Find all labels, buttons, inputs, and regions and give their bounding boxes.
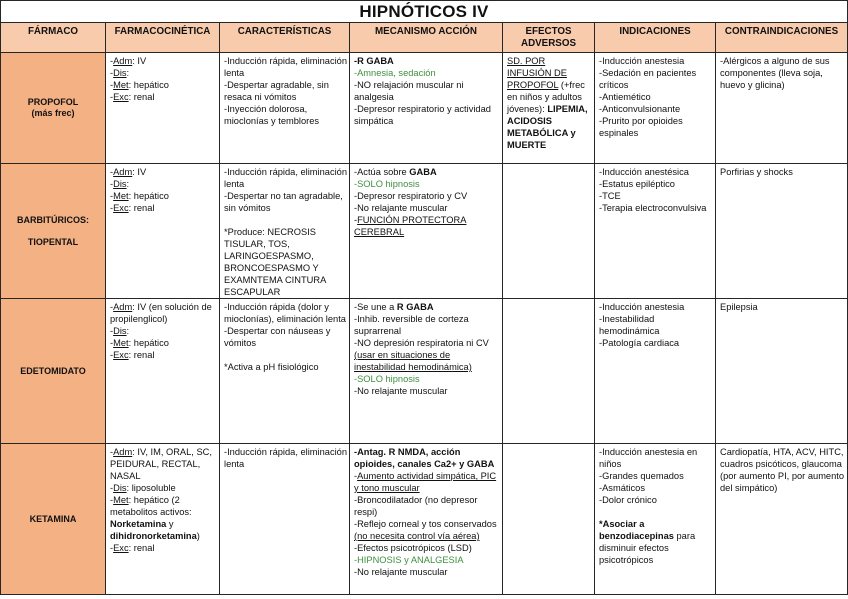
cell-text: -No relajante muscular xyxy=(354,386,448,396)
cell-text: -NO relajación muscular ni analgesia xyxy=(354,80,464,102)
cell-text: Dis xyxy=(113,326,127,336)
cell-text: : IV xyxy=(132,167,147,177)
header-farmacocinetica: FARMACOCINÉTICA xyxy=(106,23,220,53)
cell-line xyxy=(599,190,713,202)
contraindicaciones-cell xyxy=(716,444,848,595)
cell-line xyxy=(599,115,713,139)
cell-line xyxy=(110,190,217,202)
cell-text: -Depresor respiratorio y CV xyxy=(354,191,468,201)
cell-text: (usar en situaciones de inestabilidad hemodinámica) xyxy=(354,350,472,372)
cell-text: Adm xyxy=(113,447,133,457)
cell-line xyxy=(720,166,845,178)
cell-text: -Inducción rápida (dolor y mioclonías), eliminación lenta xyxy=(224,302,346,324)
contraindicaciones-cell xyxy=(716,53,848,164)
cell-text: SD. POR INFUSIÓN DE PROPOFOL xyxy=(507,56,567,90)
cell-line xyxy=(110,337,217,349)
cell-text: -SOLO hipnosis xyxy=(354,374,420,384)
cell-line xyxy=(354,373,500,385)
cell-text: - xyxy=(110,302,114,312)
cell-text: Adm xyxy=(113,56,133,66)
cell-line xyxy=(354,214,500,238)
cell-line xyxy=(110,67,217,79)
cell-text: -Se une a xyxy=(354,302,397,312)
cell-text: Adm xyxy=(113,302,133,312)
cell-text: Exc xyxy=(113,543,129,553)
mecanismo-accion-cell xyxy=(350,444,503,595)
cell-text: Aumento actividad simpática, PIC y tono muscular xyxy=(354,471,497,493)
drug-name-cell xyxy=(1,444,106,595)
mecanismo-accion-cell xyxy=(350,164,503,299)
cell-line xyxy=(354,55,500,67)
cell-text: -R GABA xyxy=(354,56,394,66)
cell-line xyxy=(224,55,347,79)
cell-text: - xyxy=(110,80,114,90)
cell-line xyxy=(507,55,592,151)
cell-text: : IV (en solución de propilenglicol) xyxy=(110,302,212,324)
cell-text: y xyxy=(166,519,174,529)
cell-line xyxy=(354,566,500,578)
contraindicaciones-cell xyxy=(716,299,848,444)
cell-line xyxy=(224,214,347,226)
cell-text: Met xyxy=(113,338,129,348)
cell-text: - xyxy=(110,495,114,505)
efectos-adversos-cell xyxy=(503,53,595,164)
cell-line xyxy=(354,67,500,79)
cell-text: -Terapia electroconvulsiva xyxy=(599,203,707,213)
contraindicaciones-cell xyxy=(716,164,848,299)
efectos-adversos-cell xyxy=(503,164,595,299)
cell-line xyxy=(599,91,713,103)
cell-text: Adm xyxy=(113,167,133,177)
cell-line xyxy=(354,385,500,397)
cell-line xyxy=(110,349,217,361)
cell-line xyxy=(599,301,713,313)
cell-text: : hepático xyxy=(128,80,169,90)
cell-line xyxy=(354,554,500,566)
drug-name-text: PROPOFOL xyxy=(27,97,79,107)
cell-line xyxy=(110,166,217,178)
header-caracteristicas: CARACTERÍSTICAS xyxy=(220,23,350,53)
cell-line xyxy=(354,313,500,337)
cell-text: Exc xyxy=(113,350,129,360)
cell-line xyxy=(110,301,217,325)
indicaciones-cell xyxy=(595,299,716,444)
cell-line xyxy=(354,166,500,178)
cell-text: R GABA xyxy=(396,302,434,312)
cell-text: : xyxy=(126,68,130,78)
cell-line xyxy=(224,349,347,361)
mecanismo-accion-cell xyxy=(350,53,503,164)
cell-text: FUNCIÓN PROTECTORA CEREBRAL xyxy=(354,215,467,237)
cell-text: - xyxy=(110,191,114,201)
cell-line xyxy=(110,446,217,482)
cell-text: - xyxy=(110,543,114,553)
cell-text: Dis xyxy=(113,179,127,189)
drug-name-text: KETAMINA xyxy=(29,513,77,524)
mecanismo-accion-cell xyxy=(350,299,503,444)
cell-text: -No relajante muscular xyxy=(354,203,448,213)
cell-line xyxy=(354,542,500,554)
drug-name-cell xyxy=(1,53,106,164)
farmacocinetica-cell xyxy=(106,299,220,444)
cell-text: GABA xyxy=(409,167,437,177)
cell-line xyxy=(110,91,217,103)
cell-line xyxy=(224,325,347,349)
cell-text: Met xyxy=(113,80,129,90)
cell-text: -Broncodilatador (no depresor respi) xyxy=(354,495,478,517)
cell-text: - xyxy=(110,179,114,189)
cell-text: Norketamina xyxy=(110,519,167,529)
cell-text: -Inducción anestesia en niños xyxy=(599,447,698,469)
cell-text: - xyxy=(110,167,114,177)
cell-line xyxy=(599,494,713,506)
cell-line xyxy=(110,202,217,214)
cell-line xyxy=(354,178,500,190)
cell-text: -Sedación en pacientes críticos xyxy=(599,68,697,90)
cell-text: - xyxy=(354,215,358,225)
cell-text: -Inducción rápida, eliminación lenta xyxy=(224,447,347,469)
drug-name-cell xyxy=(1,164,106,299)
cell-text: : IV, IM, ORAL, SC, PEIDURAL, RECTAL, NASAL xyxy=(110,447,212,481)
cell-text: ) xyxy=(196,531,200,541)
header-indicaciones: INDICACIONES xyxy=(595,23,716,53)
cell-line xyxy=(599,470,713,482)
cell-text: : hepático xyxy=(128,338,169,348)
drug-name-text: TIOPENTAL xyxy=(27,236,79,247)
cell-line xyxy=(354,301,500,313)
cell-text: - xyxy=(110,326,114,336)
efectos-adversos-cell xyxy=(503,299,595,444)
cell-text: -Dolor crónico xyxy=(599,495,657,505)
efectos-adversos-cell xyxy=(503,444,595,595)
cell-text: *Activa a pH fisiológico xyxy=(224,362,319,372)
cell-line xyxy=(720,301,845,313)
cell-text: : hepático (2 metabolitos activos: xyxy=(110,495,192,517)
cell-text: : renal xyxy=(128,203,155,213)
cell-line xyxy=(110,542,217,554)
cell-text: Dis xyxy=(113,483,127,493)
cell-line xyxy=(354,103,500,127)
cell-text: -Inducción anestésica xyxy=(599,167,689,177)
cell-line xyxy=(110,79,217,91)
cell-text: -Amnesia, sedación xyxy=(354,68,436,78)
cell-line xyxy=(224,226,347,298)
cell-text: *Produce: NECROSIS TISULAR, TOS, LARINGOESPASMO, BRONCOESPASMO Y EXAMNTEMA CINTURA ESCAPULAR xyxy=(224,227,326,297)
cell-line xyxy=(599,103,713,115)
drug-name-cell xyxy=(1,299,106,444)
cell-text: : xyxy=(126,179,130,189)
cell-text: - xyxy=(110,483,114,493)
cell-text: : renal xyxy=(128,92,155,102)
cell-line xyxy=(224,190,347,214)
cell-line xyxy=(354,337,500,373)
cell-text: Epilepsia xyxy=(720,302,758,312)
cell-text: -Estatus epiléptico xyxy=(599,179,675,189)
cell-text: -Patología cardiaca xyxy=(599,338,680,348)
cell-text: : IV xyxy=(132,56,147,66)
cell-text: Dis xyxy=(113,68,127,78)
cell-text: -Reflejo corneal y tos conservados xyxy=(354,519,497,529)
indicaciones-cell xyxy=(595,53,716,164)
cell-text: dihidronorketamina xyxy=(110,531,197,541)
drug-name-text: EDETOMIDATO xyxy=(20,365,86,376)
cell-text: -SOLO hipnosis xyxy=(354,179,420,189)
caracteristicas-cell xyxy=(220,299,350,444)
header-contraindicaciones: CONTRAINDICACIONES xyxy=(716,23,848,53)
cell-text: Porfirias y shocks xyxy=(720,167,793,177)
cell-text: para disminuir efectos psicotrópicos xyxy=(599,531,696,565)
cell-line xyxy=(599,313,713,337)
drug-table xyxy=(0,22,848,595)
caracteristicas-cell xyxy=(220,53,350,164)
cell-line xyxy=(354,494,500,518)
cell-line xyxy=(354,470,500,494)
cell-text: Cardiopatía, HTA, ACV, HITC, cuadros psicóticos, glaucoma (por aumento PI, por aumento del simpático) xyxy=(720,447,845,493)
cell-text: - xyxy=(110,350,114,360)
cell-line xyxy=(354,518,500,542)
cell-line xyxy=(110,178,217,190)
cell-text: -Asmáticos xyxy=(599,483,645,493)
drug-name-text: (más frec) xyxy=(31,108,75,118)
cell-text: : liposoluble xyxy=(126,483,176,493)
cell-line xyxy=(354,446,500,470)
cell-line xyxy=(354,190,500,202)
header-mecanismo-accion: MECANISMO ACCIÓN xyxy=(350,23,503,53)
cell-text: Met xyxy=(113,191,129,201)
cell-text: (no necesita control vía aérea) xyxy=(354,531,480,541)
cell-text: -Inhib. reversible de corteza suprarrenal xyxy=(354,314,469,336)
page-title: HIPNÓTICOS IV xyxy=(0,0,848,22)
cell-text: -Prurito por opioides espinales xyxy=(599,116,683,138)
cell-text: -TCE xyxy=(599,191,621,201)
cell-line xyxy=(224,166,347,190)
cell-line xyxy=(224,361,347,373)
cell-text: : renal xyxy=(128,543,155,553)
cell-line xyxy=(599,506,713,518)
cell-text: - xyxy=(110,92,114,102)
cell-line xyxy=(599,67,713,91)
cell-text: - xyxy=(110,447,114,457)
cell-text: - xyxy=(110,203,114,213)
cell-line xyxy=(110,55,217,67)
drug-name-text: BARBITÚRICOS: xyxy=(17,214,89,225)
cell-text: -Antiemético xyxy=(599,92,651,102)
cell-text: -Despertar con náuseas y vómitos xyxy=(224,326,331,348)
cell-text: LIPEMIA, ACIDOSIS METABÓLICA y MUERTE xyxy=(507,104,588,150)
cell-text: -Inestabilidad hemodinámica xyxy=(599,314,660,336)
cell-text: *Asociar a benzodiacepinas xyxy=(599,519,674,541)
cell-text: -Anticonvulsionante xyxy=(599,104,681,114)
indicaciones-cell xyxy=(595,444,716,595)
cell-text: Met xyxy=(113,495,129,505)
cell-text: : renal xyxy=(128,350,155,360)
cell-text: - xyxy=(110,338,114,348)
cell-line xyxy=(599,178,713,190)
cell-line xyxy=(599,337,713,349)
cell-text: -No relajante muscular xyxy=(354,567,448,577)
cell-text: -Inducción rápida, eliminación lenta xyxy=(224,56,347,78)
cell-line xyxy=(720,55,845,91)
cell-text: -Inducción rápida, eliminación lenta xyxy=(224,167,347,189)
cell-line xyxy=(354,79,500,103)
cell-line xyxy=(599,518,713,566)
farmacocinetica-cell xyxy=(106,53,220,164)
cell-text: -Despertar agradable, sin resaca ni vómitos xyxy=(224,80,329,102)
farmacocinetica-cell xyxy=(106,164,220,299)
cell-text: - xyxy=(354,471,358,481)
caracteristicas-cell xyxy=(220,164,350,299)
cell-text: -Alérgicos a alguno de sus componentes (lleva soja, huevo y glicina) xyxy=(720,56,830,90)
cell-text: Exc xyxy=(113,92,129,102)
cell-text: - xyxy=(110,56,114,66)
cell-line xyxy=(224,446,347,470)
farmacocinetica-cell xyxy=(106,444,220,595)
header-efectos-adversos: EFECTOS ADVERSOS xyxy=(503,23,595,53)
cell-text: (+frec en niños y adultos jóvenes): xyxy=(507,80,585,114)
header-farmaco: FÁRMACO xyxy=(1,23,106,53)
cell-text: : hepático xyxy=(128,191,169,201)
cell-line xyxy=(110,325,217,337)
cell-text: - xyxy=(110,68,114,78)
cell-text: -NO depresión respiratoria ni CV xyxy=(354,338,489,348)
cell-line xyxy=(110,482,217,494)
indicaciones-cell xyxy=(595,164,716,299)
cell-text: -Depresor respiratorio y actividad simpática xyxy=(354,104,491,126)
cell-line xyxy=(599,446,713,470)
cell-text: -Inyección dolorosa, mioclonías y temblores xyxy=(224,104,320,126)
cell-text: -Actúa sobre xyxy=(354,167,410,177)
cell-text: -Grandes quemados xyxy=(599,471,684,481)
cell-line xyxy=(224,79,347,103)
cell-line xyxy=(720,446,845,494)
cell-text: -Antag. R NMDA, acción opioides, canales Ca2+ y GABA xyxy=(354,447,495,469)
cell-line xyxy=(110,494,217,542)
cell-line xyxy=(599,482,713,494)
cell-line xyxy=(599,166,713,178)
cell-text: -Inducción anestesia xyxy=(599,302,685,312)
cell-text: -Despertar no tan agradable, sin vómitos xyxy=(224,191,343,213)
cell-text: : xyxy=(126,326,130,336)
cell-text: -Inducción anestesia xyxy=(599,56,685,66)
cell-text: -Efectos psicotrópicos (LSD) xyxy=(354,543,472,553)
cell-line xyxy=(224,301,347,325)
cell-text: Exc xyxy=(113,203,129,213)
caracteristicas-cell xyxy=(220,444,350,595)
cell-line xyxy=(599,202,713,214)
cell-line xyxy=(224,103,347,127)
cell-line xyxy=(599,55,713,67)
cell-line xyxy=(354,202,500,214)
cell-text: -HIPNOSIS y ANALGESIA xyxy=(354,555,464,565)
